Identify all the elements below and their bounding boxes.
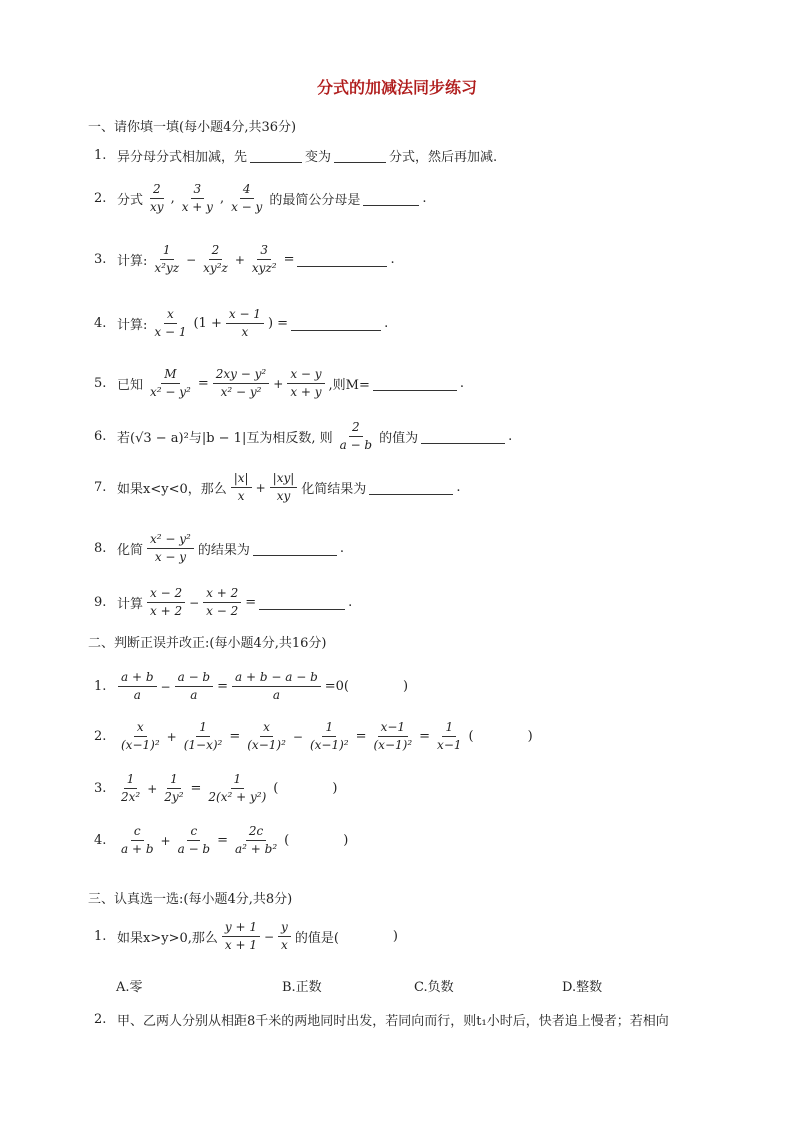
choice-options <box>116 976 602 995</box>
period: . <box>390 252 395 267</box>
operator: + <box>160 833 171 848</box>
question-number: 1. <box>94 679 107 694</box>
numerator: x <box>164 307 177 324</box>
question-number: 2. <box>94 191 107 206</box>
answer-blank[interactable] <box>259 595 345 610</box>
numerator: 2c <box>246 824 266 841</box>
numerator: x − 1 <box>226 307 264 324</box>
question-text: 分式 <box>117 193 144 208</box>
answer-blank[interactable] <box>334 148 386 163</box>
numerator: x + 2 <box>203 586 241 603</box>
denominator: x² − y² <box>150 385 191 399</box>
question-number: 5. <box>94 376 107 391</box>
period: . <box>422 191 427 206</box>
close-paren: ) <box>392 929 398 944</box>
operator: − <box>186 252 197 267</box>
fraction <box>205 772 269 805</box>
numerator: |xy| <box>270 471 298 488</box>
fraction <box>228 182 265 215</box>
numerator: 2 <box>209 243 223 260</box>
period: . <box>339 541 345 556</box>
question-number: 2. <box>94 1012 107 1027</box>
answer-blank[interactable] <box>253 541 337 556</box>
question-number: 4. <box>94 316 107 331</box>
choice-question-1 <box>94 920 398 953</box>
fraction <box>147 586 185 619</box>
numerator: a − b <box>175 670 214 687</box>
option-b[interactable]: B.正数 <box>282 980 322 995</box>
fraction <box>161 772 186 805</box>
open-paren: ( <box>273 781 279 796</box>
numerator: 4 <box>240 182 254 199</box>
denominator: 2(x² + y²) <box>208 790 267 804</box>
numerator: a + b <box>118 670 157 687</box>
fraction <box>244 720 289 753</box>
question-text: 若(√3 − a)²与|b − 1|互为相反数, 则 <box>117 431 333 446</box>
answer-blank[interactable] <box>421 429 505 444</box>
fraction <box>147 182 167 215</box>
option-c[interactable]: C.负数 <box>414 980 454 995</box>
expression-text: ) = <box>267 316 289 331</box>
question-text: 化简 <box>117 543 144 558</box>
numerator: c <box>187 824 200 841</box>
denominator: (x−1)² <box>121 738 160 752</box>
question-text: 异分母分式相加减，先 <box>117 150 248 165</box>
question-number: 7. <box>94 480 107 495</box>
answer-blank[interactable] <box>297 252 387 267</box>
period: . <box>348 595 353 610</box>
question-text: 甲、乙两人分别从相距8千米的两地同时出发，若同向而行，则t₁小时后，快者追上慢者；若相向 <box>117 1014 669 1029</box>
numerator: x − 2 <box>147 586 185 603</box>
equals-sign: = <box>197 376 209 391</box>
judge-question-2 <box>94 720 533 753</box>
fraction <box>147 367 194 400</box>
fraction <box>307 720 352 753</box>
judge-question-1 <box>94 670 408 703</box>
numerator: M <box>161 367 179 384</box>
denominator: x + 1 <box>224 938 257 952</box>
fill-question-7 <box>94 471 460 504</box>
fill-question-9 <box>94 586 352 619</box>
question-number: 8. <box>94 541 107 556</box>
question-number: 3. <box>94 781 107 796</box>
numerator: 1 <box>196 720 210 737</box>
question-number: 4. <box>94 833 107 848</box>
question-text: 计算: <box>117 254 148 269</box>
numerator: x <box>260 720 273 737</box>
fraction <box>226 307 264 340</box>
question-text: 化简结果为 <box>301 482 367 497</box>
numerator: y + 1 <box>222 920 260 937</box>
numerator: x − y <box>287 367 324 384</box>
fraction <box>232 824 280 857</box>
denominator: xy²z <box>203 261 228 275</box>
equals-sign: = <box>229 729 241 744</box>
numerator: 1 <box>160 243 174 260</box>
close-paren: ) <box>403 679 409 694</box>
period: . <box>508 429 513 444</box>
question-text: 如果x>y>0,那么 <box>117 931 218 946</box>
fraction <box>222 920 260 953</box>
denominator: x² − y² <box>220 385 262 399</box>
denominator: x−1 <box>437 738 462 752</box>
operator: − <box>160 679 171 694</box>
fraction <box>337 420 376 453</box>
numerator: 2xy − y² <box>213 367 269 384</box>
section-3-heading: 三、认真选一选:(每小题4分,共8分) <box>88 892 293 907</box>
equals-sign: = <box>419 729 431 744</box>
close-paren: ) <box>332 781 338 796</box>
denominator: x²yz <box>154 261 180 275</box>
question-text: 分式，然后再加减. <box>389 150 498 165</box>
question-text: 如果x<y<0，那么 <box>117 482 227 497</box>
fraction <box>278 920 291 953</box>
denominator: x <box>241 325 249 339</box>
question-text: 的值为 <box>379 431 419 446</box>
fraction <box>118 670 157 703</box>
numerator: 1 <box>231 772 245 789</box>
denominator: a <box>133 688 141 702</box>
question-text: 计算 <box>117 597 144 612</box>
denominator: a − b <box>177 842 211 856</box>
option-d[interactable]: D.整数 <box>562 980 603 995</box>
operator: − <box>263 929 275 944</box>
period: . <box>384 316 389 331</box>
fraction <box>287 367 324 400</box>
fraction <box>270 471 298 504</box>
equals-sign: = <box>217 833 229 848</box>
numerator: 3 <box>257 243 271 260</box>
question-text: ,则M= <box>328 378 370 393</box>
close-paren: ) <box>343 833 349 848</box>
question-text: 的结果为 <box>197 543 250 558</box>
numerator: 1 <box>322 720 336 737</box>
answer-blank[interactable] <box>291 316 381 331</box>
choice-question-2 <box>94 1010 669 1029</box>
operator: − <box>189 595 200 610</box>
fill-question-3 <box>94 243 395 276</box>
open-paren: ( <box>284 833 290 848</box>
question-text: 的最简公分母是 <box>269 193 361 208</box>
page-title: 分式的加减法同步练习 <box>316 78 477 97</box>
question-number: 6. <box>94 429 107 444</box>
question-number: 1. <box>94 148 107 163</box>
fraction <box>175 824 214 857</box>
denominator: a² + b² <box>235 842 278 856</box>
fraction <box>200 243 231 276</box>
period: . <box>456 480 461 495</box>
numerator: 1 <box>124 772 138 789</box>
denominator: (x−1)² <box>247 738 286 752</box>
denominator: (x−1)² <box>373 738 413 752</box>
fraction <box>175 670 214 703</box>
fraction <box>371 720 416 753</box>
answer-blank[interactable] <box>363 191 419 206</box>
numerator: 1 <box>167 772 181 789</box>
denominator: (1−x)² <box>183 738 223 752</box>
option-a[interactable]: A.零 <box>116 980 143 995</box>
operator: + <box>255 480 266 495</box>
question-text: 已知 <box>117 378 144 393</box>
fraction <box>118 720 163 753</box>
equals-sign: = <box>283 252 295 267</box>
operator: + <box>234 252 245 267</box>
numerator: 1 <box>442 720 456 737</box>
fill-question-2: 2. 分式 $\frac{2}{xy}$ , $\frac{3}{x + y}$ , $\frac{4}{x - y}$ 的最简公分母是 . <box>94 182 427 214</box>
expression-text: (1 + <box>193 316 222 331</box>
fraction <box>118 824 157 857</box>
answer-blank[interactable] <box>369 480 453 495</box>
denominator: a − b <box>339 438 373 452</box>
operator: + <box>273 376 284 391</box>
question-text: 的值是( <box>294 931 339 946</box>
fill-question-6 <box>94 420 512 453</box>
question-number: 9. <box>94 595 107 610</box>
question-number: 2. <box>94 729 107 744</box>
fraction <box>232 670 321 703</box>
open-paren: ( <box>468 729 474 744</box>
denominator: x <box>281 938 288 952</box>
answer-blank[interactable] <box>373 376 457 391</box>
close-paren: ) <box>527 729 533 744</box>
denominator: a + b <box>121 842 154 856</box>
denominator: a <box>272 688 280 702</box>
fill-question-1 <box>94 146 497 165</box>
operator: − <box>292 729 303 744</box>
period: . <box>459 376 465 391</box>
denominator: 2y² <box>164 790 184 804</box>
denominator: xy <box>150 200 164 214</box>
equals-sign: = <box>355 729 367 744</box>
expression-text: =0( <box>324 679 350 694</box>
fraction <box>203 586 241 619</box>
fraction <box>231 471 252 504</box>
denominator: x − y <box>231 200 263 214</box>
numerator: x−1 <box>378 720 408 737</box>
equals-sign: = <box>245 595 257 610</box>
numerator: a + b − a − b <box>232 670 321 687</box>
numerator: |x| <box>231 471 252 488</box>
judge-question-3 <box>94 772 337 805</box>
fill-question-4 <box>94 307 388 340</box>
denominator: x <box>237 489 245 503</box>
fraction <box>213 367 269 400</box>
denominator: x − 1 <box>154 325 187 339</box>
denominator: xyz² <box>251 261 277 275</box>
denominator: x + 2 <box>150 604 183 618</box>
answer-blank[interactable] <box>250 148 302 163</box>
judge-question-4 <box>94 824 348 857</box>
operator: + <box>147 781 158 796</box>
denominator: x + y <box>181 200 213 214</box>
numerator: y <box>278 920 291 937</box>
fill-question-5 <box>94 367 464 400</box>
equals-sign: = <box>217 679 229 694</box>
denominator: xy <box>276 489 291 503</box>
fraction <box>179 182 216 215</box>
question-number: 1. <box>94 929 107 944</box>
denominator: 2x² <box>121 790 141 804</box>
numerator: 2 <box>150 182 164 199</box>
fraction <box>147 532 194 565</box>
question-text: 变为 <box>305 150 332 165</box>
numerator: x² − y² <box>147 532 194 549</box>
fill-question-8 <box>94 532 344 565</box>
denominator: a <box>190 688 198 702</box>
section-2-heading: 二、判断正误并改正:(每小题4分,共16分) <box>88 636 327 651</box>
numerator: c <box>131 824 144 841</box>
equals-sign: = <box>190 781 202 796</box>
numerator: x <box>134 720 147 737</box>
section-1-heading: 一、请你填一填(每小题4分,共36分) <box>88 120 297 135</box>
numerator: 3 <box>191 182 205 199</box>
denominator: (x−1)² <box>309 738 349 752</box>
fraction <box>151 243 182 276</box>
denominator: x + y <box>290 385 322 399</box>
fraction <box>181 720 226 753</box>
denominator: x − y <box>154 550 187 564</box>
fraction <box>434 720 464 753</box>
fraction <box>118 772 143 805</box>
operator: + <box>166 729 177 744</box>
question-text: 计算: <box>117 318 148 333</box>
numerator: 2 <box>349 420 363 437</box>
fraction <box>249 243 280 276</box>
denominator: x − 2 <box>206 604 239 618</box>
question-number: 3. <box>94 252 107 267</box>
fraction <box>151 307 189 340</box>
